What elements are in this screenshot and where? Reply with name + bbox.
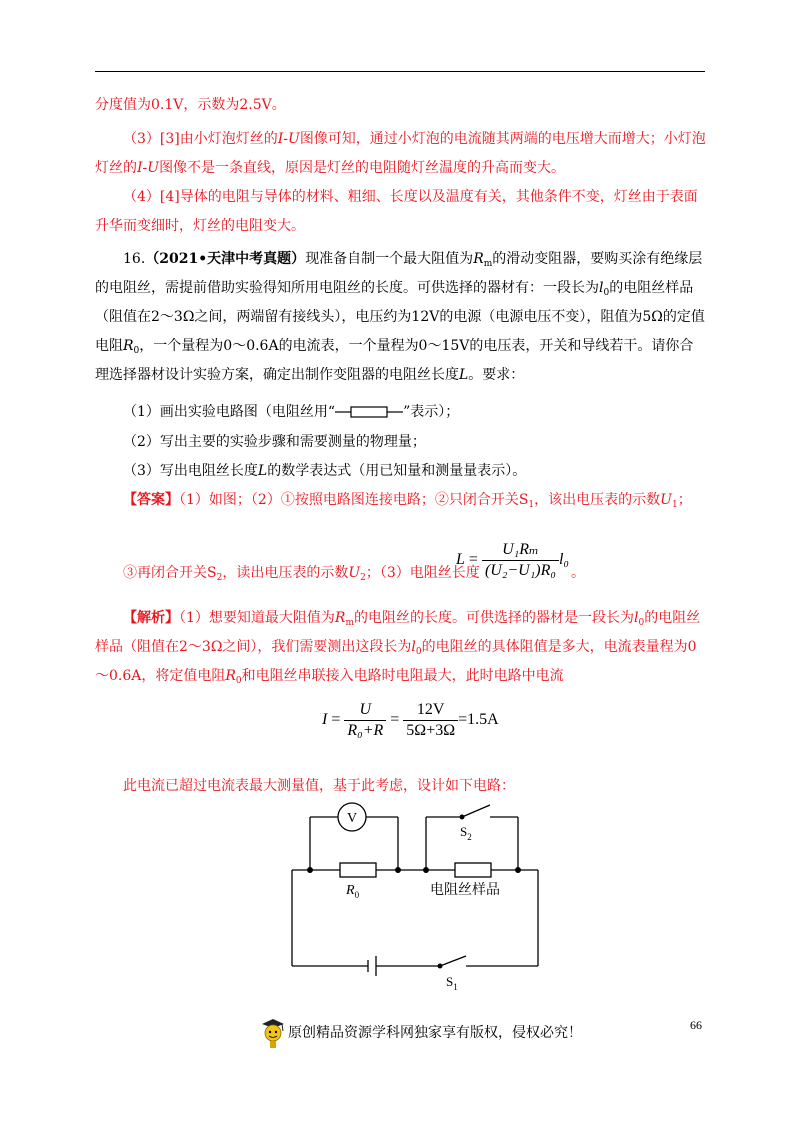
answer-continuation: 分度值为0.1V，示数为2.5V。 bbox=[95, 97, 286, 113]
resistor-symbol-icon bbox=[335, 406, 403, 418]
s1-label: $S_1$ bbox=[446, 974, 458, 992]
mascot-logo-icon bbox=[258, 1016, 288, 1050]
voltmeter-label: V bbox=[346, 811, 358, 826]
copyright-footer: 原创精品资源学科网独家享有版权，侵权必究！ bbox=[288, 1025, 582, 1041]
requirement-2: （2）写出主要的实验步骤和需要测量的物理量； bbox=[123, 434, 426, 450]
r0-label: $R_0$ bbox=[346, 883, 360, 900]
current-formula: I = $\frac{U}{\text{R₀+R}}$ = $\frac{12V}{5\Omega+3\Omega}$ =1.5A bbox=[322, 701, 499, 739]
page-number: 66 bbox=[690, 1018, 702, 1032]
answer-formula: L = $\frac{\text{U₁Rₘ}}{\text{(U₂−U₁)R₀}}$ l₀ bbox=[456, 541, 569, 579]
answer-end: 。 bbox=[571, 565, 585, 581]
s2-label: $S_2$ bbox=[460, 824, 472, 842]
answer-line-1: 【答案】（1）如图；（2）①按照电路图连接电路；②只闭合开关$S_1$，该出电压表的示数$U_1$； bbox=[123, 492, 692, 510]
question-16: 16.（2021•天津中考真题）现准备自制一个最大阻值为$R_m$的滑动变阻器，要购买涂有绝缘层的电阻丝，需提前借助实验得知所用电阻丝的长度。可供选择的器材有：一段长为$l_0$的电阻丝样品（阻值在2～3Ω之间，两端留有接线头），电压约为12V的电源（电源电压不变），阻值为5Ω的定值电阻$R_0$，一个量程为0～0.6A的电流表，一个量程为0～15V的电压表，开关和导线若干。请你合理选择器材设计实验方案，确定出制作变阻器的电阻丝长度L。要求： bbox=[95, 251, 705, 383]
circuit-diagram bbox=[280, 800, 550, 1000]
sample-label: 电阻丝样品 bbox=[430, 881, 500, 897]
analysis-point-4: （4）[4]导体的电阻与导体的材料、粗细、长度以及温度有关，其他条件不变，灯丝由于表面升华而变细时，灯丝的电阻变大。 bbox=[95, 189, 698, 234]
requirement-1: （1）画出实验电路图（电阻丝用“ ”表示）； bbox=[123, 404, 460, 420]
header-rule bbox=[95, 71, 705, 72]
answer-line-2: ③再闭合开关$S_2$，读出电压表的示数$U_2$；（3）电阻丝长度 bbox=[123, 565, 480, 583]
analysis-text: 【解析】（1）想要知道最大阻值为$R_m$的电阻丝的长度。可供选择的器材是一段长为$l_0$的电阻丝样品（阻值在2～3Ω之间），我们需要测出这段长为$l_0$的电阻丝的具体阻值是多大，电流表量程为0～0.6A，将定值电阻$R_0$和电阻丝串联接入电路时电阻最大，此时电路中电流 bbox=[95, 610, 701, 686]
analysis-point-3: （3）[3]由小灯泡灯丝的I-U图像可知，通过小灯泡的电流随其两端的电压增大而增大；小灯泡灯丝的I-U图像不是一条直线，原因是灯丝的电阻随灯丝温度的升高而变大。 bbox=[95, 131, 706, 176]
analysis-conclusion: 此电流已超过电流表最大测量值，基于此考虑，设计如下电路： bbox=[123, 778, 515, 794]
requirement-3: （3）写出电阻丝长度L的数学表达式（用已知量和测量量表示）。 bbox=[123, 463, 527, 479]
